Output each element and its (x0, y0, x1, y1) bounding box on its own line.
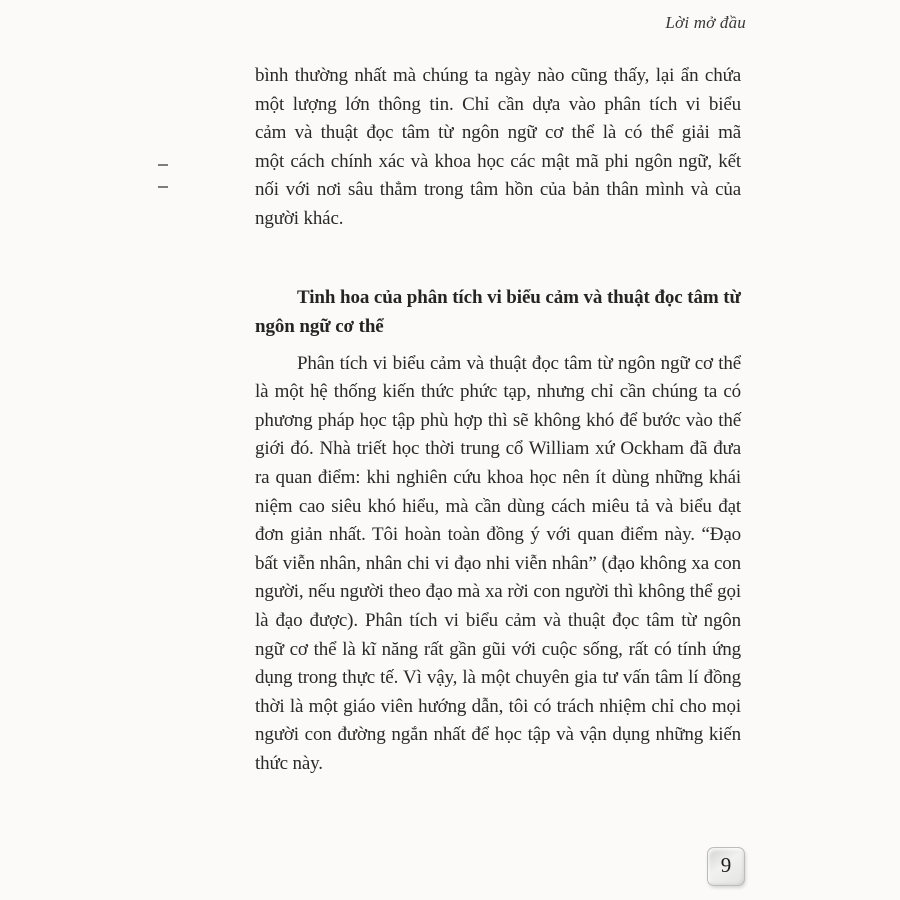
text-line: niệm cao siêu khó hiểu, mà cần dùng cách miêu tả và biểu đạt (255, 495, 741, 517)
page-number: 9 (720, 853, 732, 877)
text-line: bình thường nhất mà chúng ta ngày nào cũng thấy, lại ẩn chứa (255, 65, 741, 86)
text-line: thời là một giáo viên hướng dẫn, tôi có trách nhiệm chỉ cho mọi (255, 695, 741, 717)
margin-dash-icon (158, 186, 168, 188)
text-line: thức này. (255, 752, 323, 774)
text-line: nối với nơi sâu thẳm trong tâm hồn của bản thân mình và của (255, 179, 741, 201)
text-line: bất viễn nhân, nhân chi vi đạo nhi viễn nhân” (đạo không xa con (255, 552, 741, 574)
text-line: đơn giản nhất. Tôi hoàn toàn đồng ý với quan điểm này. “Đạo (255, 524, 741, 546)
text-line: ngữ cơ thể là kĩ năng rất gần gũi với cuộc sống, rất có tính ứng (255, 638, 741, 660)
text-line: một cách chính xác và khoa học các mật mã phi ngôn ngữ, kết (255, 150, 741, 172)
section-paragraph (255, 350, 741, 779)
section-heading (255, 283, 741, 342)
text-line: người con đường ngắn nhất để học tập và vận dụng những kiến (255, 724, 741, 746)
text-line: một lượng lớn thông tin. Chỉ cần dựa vào phân tích vi biểu (255, 93, 741, 115)
text-line: là đạo được). Phân tích vi biểu cảm và thuật đọc tâm từ ngôn (255, 609, 741, 631)
text-line: dụng trong thực tế. Vì vậy, là một chuyên gia tư vấn tâm lí đồng (255, 667, 741, 689)
margin-dash-icon (158, 164, 168, 166)
text-line: giới đó. Nhà triết học thời trung cổ William xứ Ockham đã đưa (255, 438, 741, 460)
text-block (255, 62, 741, 778)
text-line: người, nếu người theo đạo mà xa rời con người thì không thể gọi (255, 581, 741, 603)
page-number-badge (707, 847, 745, 886)
text-line: người khác. (255, 207, 344, 229)
text-line: cảm và thuật đọc tâm từ ngôn ngữ cơ thể là có thể giải mã (255, 122, 741, 144)
text-line: là một hệ thống kiến thức phức tạp, nhưng chỉ cần chúng ta có (255, 381, 741, 403)
running-header-title: Lời mở đầu (665, 13, 746, 32)
text-line: phương pháp học tập phù hợp thì sẽ không khó để bước vào thế (255, 409, 741, 431)
opening-paragraph (255, 62, 741, 234)
text-line: ra quan điểm: khi nghiên cứu khoa học nên ít dùng những khái (255, 466, 741, 488)
heading-line: ngôn ngữ cơ thể (255, 316, 384, 338)
text-line: Phân tích vi biểu cảm và thuật đọc tâm từ ngôn ngữ cơ thể (297, 352, 741, 374)
heading-line: Tinh hoa của phân tích vi biểu cảm và thuật đọc tâm từ (297, 286, 741, 308)
